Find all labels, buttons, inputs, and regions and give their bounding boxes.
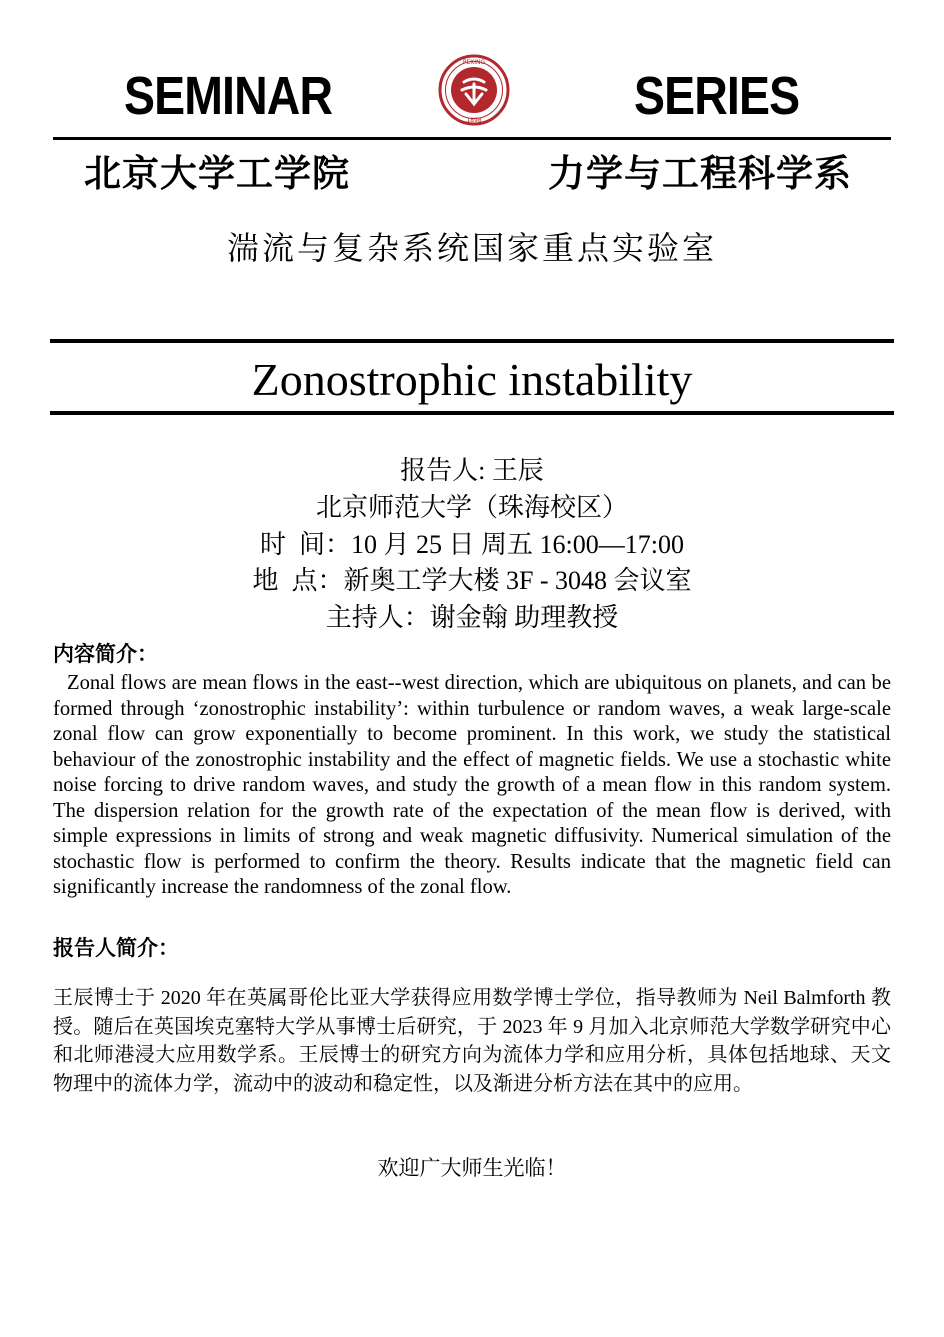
place-line: 地 点：新奥工学大楼 3F - 3048 会议室 [252, 566, 692, 595]
abstract-text: Zonal flows are mean flows in the east--west direction, which are ubiquitous on planets, and can be formed through ‘zonostrophic instability’: within turbulence or random waves, a weak large-scale zonal flow can grow exponentially to become prominent. In this work, we study the statistical behaviour of the zonostrophic instability and the effect of magnetic fields. We use a stochastic white noise forcing to drive random waves, and study the growth of a mean flow in this random system. The dispersion relation for the growth rate of the expectation of the mean flow is derived, with simple expressions in limits of strong and weak magnetic diffusivity. Numerical simulation of the stochastic flow is performed to confirm the theory. Results indicate that the magnetic field can significantly increase the randomness of the zonal flow. [53, 672, 891, 898]
title-rule-bottom [50, 411, 894, 415]
title-rule-top [50, 339, 894, 343]
talk-title: Zonostrophic instability [251, 354, 693, 405]
bio-heading: 报告人简介： [53, 936, 179, 960]
seminar-banner-left: SEMINAR [124, 66, 333, 126]
header-rule [53, 137, 891, 140]
seminar-banner-right: SERIES [634, 66, 800, 126]
svg-text:PEKING: PEKING [462, 59, 486, 66]
host-line: 主持人：谢金翰 助理教授 [325, 603, 619, 632]
affiliation-line: 北京师范大学（珠海校区） [315, 493, 628, 522]
svg-text:1898: 1898 [466, 117, 482, 124]
abstract-heading: 内容简介： [53, 642, 158, 666]
time-line: 时 间：10 月 25 日 周五 16:00—17:00 [260, 530, 684, 559]
speaker-line: 报告人: 王辰 [400, 456, 544, 485]
peking-university-seal-icon [438, 54, 510, 126]
bio-text: 王辰博士于 2020 年在英属哥伦比亚大学获得应用数学博士学位，指导教师为 Neil Balmforth 教授。随后在英国埃克塞特大学从事博士后研究，于 2023 年 9 月加入北京师范大学数学研究中心和北师港浸大应用数学系。王辰博士的研究方向为流体力学和应用分析，具体包括地球、天文物理中的流体力学，流动中的波动和稳定性，以及渐进分析方法在其中的应用。 [53, 987, 891, 1095]
welcome-line: 欢迎广大师生光临！ [377, 1156, 567, 1180]
department-right: 力学与工程科学系 [548, 152, 852, 195]
department-left: 北京大学工学院 [84, 152, 350, 195]
lab-name: 湍流与复杂系统国家重点实验室 [226, 229, 717, 267]
